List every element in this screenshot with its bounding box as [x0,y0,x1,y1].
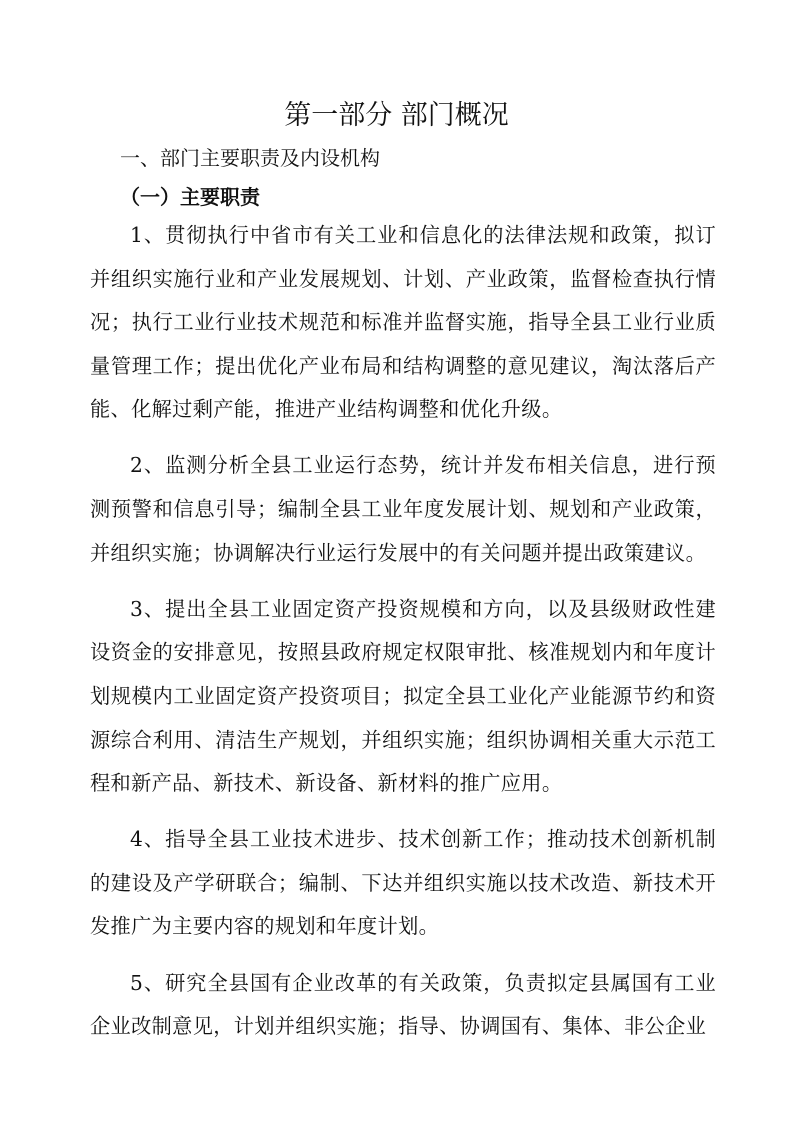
section-heading: 一、部门主要职责及内设机构 [120,146,380,170]
paragraph-2: 2、监测分析全县工业运行态势，统计并发布相关信息，进行预测预警和信息引导；编制全县工业年度发展计划、规划和产业政策，并组织实施；协调解决行业运行发展中的有关问题并提出政策建议。 [90,453,716,565]
paragraph-4: 4、指导全县工业技术进步、技术创新工作；推动技术创新机制的建设及产学研联合；编制、下达并组织实施以技术改造、新技术开发推广为主要内容的规划和年度计划。 [90,827,716,939]
paragraph-1: 1、贯彻执行中省市有关工业和信息化的法律法规和政策，拟订并组织实施行业和产业发展规划、计划、产业政策，监督检查执行情况；执行工业行业技术规范和标准并监督实施，指导全县工业行业质量管理工作；提出优化产业布局和结构调整的意见建议，淘汰落后产能、化解过剩产能，推进产业结构调整和优化升级。 [90,223,716,422]
paragraph-3: 3、提出全县工业固定资产投资规模和方向，以及县级财政性建设资金的安排意见，按照县政府规定权限审批、核准规划内和年度计划规模内工业固定资产投资项目；拟定全县工业化产业能源节约和资源综合利用、清洁生产规划，并组织实施；组织协调相关重大示范工程和新产品、新技术、新设备、新材料的推广应用。 [90,596,716,796]
subsection-heading: （一）主要职责 [120,185,260,209]
paragraph-5: 5、研究全县国有企业改革的有关政策，负责拟定县属国有工业企业改制意见，计划并组织实施；指导、协调国有、集体、非公企业 [90,970,716,1039]
page-title: 第一部分 部门概况 [284,100,509,131]
document-body [90,214,716,1061]
